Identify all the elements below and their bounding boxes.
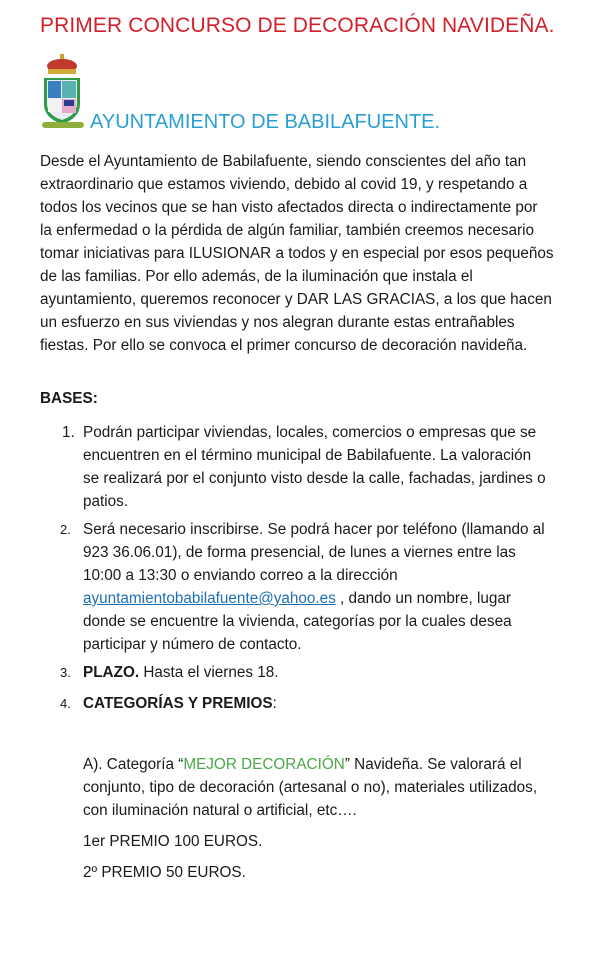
item-line: participar y número de contacto. xyxy=(83,636,302,653)
item-line: Será necesario inscribirse. Se podrá hacer por teléfono (llamando al xyxy=(83,521,545,538)
intro-line: ayuntamiento, queremos reconocer y DAR LAS GRACIAS, a los que hacen xyxy=(40,291,552,308)
item-1 xyxy=(83,421,546,513)
item-4 xyxy=(83,692,277,715)
item-line: 923 36.06.01), de forma presencial, de lunes a viernes entre las xyxy=(83,544,516,561)
intro-line: un esfuerzo en sus viviendas y nos alegran durante estas entrañables xyxy=(40,314,515,331)
bases-heading: BASES: xyxy=(40,390,98,407)
item-line: donde se encuentre la vivienda, categorías por la cuales desea xyxy=(83,613,512,630)
item-line xyxy=(83,587,545,610)
intro-line: todos los vecinos que se han visto afectados directa o indirectamente por xyxy=(40,199,538,216)
item-line: patios. xyxy=(83,493,129,510)
category-name: MEJOR DECORACIÓN xyxy=(183,756,345,773)
item-line: con iluminación natural o artificial, etc…. xyxy=(83,802,357,819)
first-prize: 1er PREMIO 100 EUROS. xyxy=(83,833,263,850)
intro-line: Desde el Ayuntamiento de Babilafuente, siendo conscientes del año tan xyxy=(40,153,527,170)
intro-line: la enfermedad o la pérdida de algún familiar, también creemos necesario xyxy=(40,222,535,239)
item-number: 2. xyxy=(60,522,71,537)
item-line: se realizará por el conjunto visto desde la calle, fachadas, jardines o xyxy=(83,470,546,487)
category-suffix: ” Navideña. Se valorará el xyxy=(344,756,522,773)
item-line: encuentren en el término municipal de Babilafuente. La valoración xyxy=(83,447,532,464)
item-line: conjunto, tipo de decoración (artesanal o no), materiales utilizados, xyxy=(83,779,538,796)
second-prize: 2º PREMIO 50 EUROS. xyxy=(83,864,246,881)
categories-label: CATEGORÍAS Y PREMIOS xyxy=(83,695,273,712)
email-link[interactable]: ayuntamientobabilafuente@yahoo.es xyxy=(83,590,336,607)
document-title: PRIMER CONCURSO DE DECORACIÓN NAVIDEÑA. xyxy=(40,14,555,37)
item-2 xyxy=(83,518,545,656)
intro-line: fiestas. Por ello se convoca el primer concurso de decoración navideña. xyxy=(40,337,528,354)
item-3 xyxy=(83,661,279,684)
colon: : xyxy=(272,695,277,712)
item-text: , dando un nombre, lugar xyxy=(335,590,511,607)
item-line: 10:00 a 13:30 o enviando correo a la dirección xyxy=(83,567,398,584)
item-number: 4. xyxy=(60,696,71,711)
organization-name: AYUNTAMIENTO DE BABILAFUENTE. xyxy=(90,111,441,133)
intro-line: de las familias. Por ello además, de la iluminación que instala el xyxy=(40,268,473,285)
item-number: 3. xyxy=(60,665,71,680)
category-a xyxy=(83,753,537,822)
item-line: Podrán participar viviendas, locales, comercios o empresas que se xyxy=(83,424,537,441)
deadline-text: Hasta el viernes 18. xyxy=(139,664,279,681)
deadline-label: PLAZO. xyxy=(83,664,140,681)
category-prefix: A). Categoría “ xyxy=(83,756,184,773)
item-line xyxy=(83,753,537,776)
intro-paragraph xyxy=(40,150,554,357)
item-number: 1. xyxy=(62,424,75,441)
intro-line: extraordinario que estamos viviendo, debido al covid 19, y respetando a xyxy=(40,176,528,193)
coat-of-arms-logo xyxy=(40,52,86,132)
intro-line: tomar iniciativas para ILUSIONAR a todos y en especial por esos pequeños xyxy=(40,245,554,262)
